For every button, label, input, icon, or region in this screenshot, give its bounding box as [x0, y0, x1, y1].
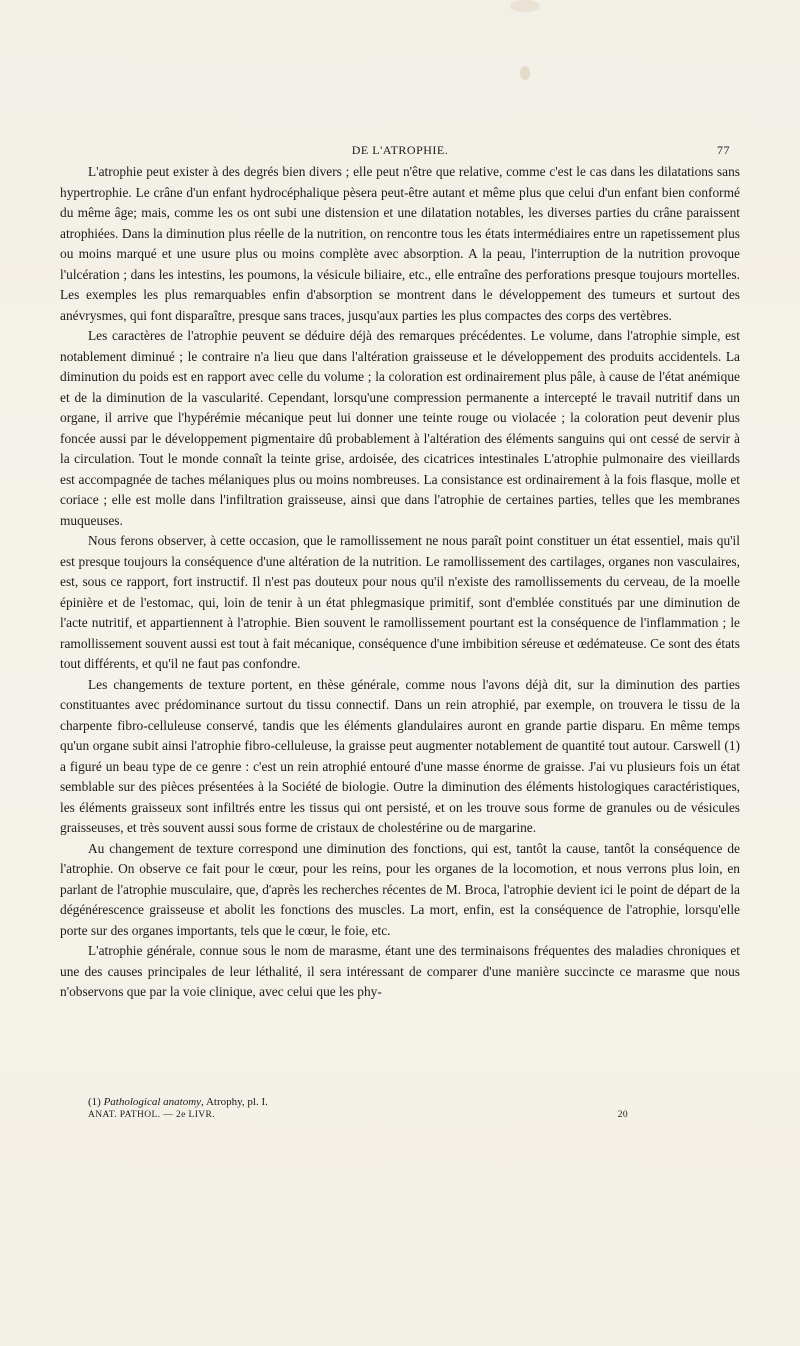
- sheet-number: 20: [617, 1110, 628, 1120]
- paragraph: L'atrophie générale, connue sous le nom de marasme, étant une des terminaisons fréquentes des maladies chroniques et une des causes principales de leur léthalité, il sera intéressant de comparer d'une manière succincte ce marasme que nous n'observons que par la voie clinique, avec celui que les phy-: [60, 943, 740, 999]
- page-number: 77: [717, 143, 730, 157]
- paper-stain: [520, 66, 530, 80]
- paper-stain: [510, 0, 540, 12]
- footnote: [88, 1095, 688, 1109]
- running-title: DE L'ATROPHIE.: [351, 143, 449, 157]
- paragraph: L'atrophie peut exister à des degrés bien divers ; elle peut n'être que relative, comme c'est le cas dans les dilatations sans hypertrophie. Le crâne d'un enfant hydrocéphalique pèsera peut-être autant et même plus que celui d'un enfant bien conformé du même âge; mais, comme les os ont subi une distension et une dilatation notables, les diverses parties du crâne paraissent atrophiées. Dans la diminution plus réelle de la nutrition, on rencontre tous les états intermédiaires entre un rapetissement plus ou moins marqué et une usure plus ou moins complète avec absorption. A la peau, l'interruption de la nutrition provoque l'ulcération ; dans les intestins, les poumons, la vésicule biliaire, etc., elle entraîne des perforations presque toujours mortelles. Les exemples les plus remarquables enfin d'absorption se montrent dans le développement des tumeurs et surtout des anévrysmes, qui font disparaître, presque sans traces, jusqu'aux parties les plus compactes des corps des vertèbres.: [60, 164, 740, 323]
- footnote-rest: , Atrophy, pl. I.: [201, 1096, 268, 1108]
- paragraph: Nous ferons observer, à cette occasion, que le ramollissement ne nous paraît point constituer un état essentiel, mais qu'il est presque toujours la conséquence d'une altération de la nutrition. Le ramollissement des cartilages, organes non vasculaires, est, sous ce rapport, fort instructif. Il n'est pas douteux pour nous qu'il n'existe des ramollissements du cerveau, de la moelle épinière et de l'estomac, qui, loin de tenir à un état phlegmasique primitif, sont d'emblée constitués par une diminution de l'acte nutritif, et appartiennent à l'atrophie. Bien souvent le ramollissement pourtant est la conséquence de l'inflammation ; le ramollissement souvent aussi est tout à fait mécanique, conséquence d'une imbibition séreuse et œdémateuse. Ce sont des états tout différents, et qu'il ne faut pas confondre.: [60, 533, 740, 671]
- footnote-mark: (1): [88, 1096, 101, 1108]
- footnote-title: Pathological anatomy: [103, 1096, 202, 1108]
- body-text: [60, 162, 740, 1003]
- running-header: [60, 143, 740, 163]
- signature-mark: ANAT. PATHOL. — 2e LIVR.: [88, 1110, 216, 1120]
- paragraph: Les changements de texture portent, en thèse générale, comme nous l'avons déjà dit, sur la diminution des parties constituantes avec prédominance surtout du tissu connectif. Dans un rein atrophié, par exemple, on trouvera le tissu de la charpente fibro-celluleuse conservé, tandis que les éléments glandulaires auront en grande partie disparu. En même temps qu'un organe subit ainsi l'atrophie fibro-celluleuse, la graisse peut augmenter notablement de quantité tout autour. Carswell (1) a figuré un beau type de ce genre : c'est un rein atrophié entouré d'une masse énorme de graisse. J'ai vu plusieurs fois un état semblable sur des pièces présentées à la Société de biologie. Outre la diminution des éléments histologiques caractéristiques, les éléments graisseux sont infiltrés entre les tissus qui ont persisté, et on les trouve sous forme de granules ou de vésicules graisseuses, et très souvent aussi sous forme de cristaux de cholestérine ou de margarine.: [60, 676, 740, 835]
- paragraph: Au changement de texture correspond une diminution des fonctions, qui est, tantôt la cause, tantôt la conséquence de l'atrophie. On observe ce fait pour le cœur, pour les reins, pour les organes de la locomotion, et nous verrons plus loin, en parlant de l'atrophie musculaire, que, d'après les recherches récentes de M. Broca, l'atrophie devient ici le point de départ de la dégénérescence graisseuse et abolit les fonctions des muscles. La mort, enfin, est la conséquence de l'atrophie, lorsqu'elle porte sur des organes importants, tels que le cœur, le foie, etc.: [60, 840, 740, 938]
- paragraph: Les caractères de l'atrophie peuvent se déduire déjà des remarques précédentes. Le volume, dans l'atrophie simple, est notablement diminué ; le contraire n'a lieu que dans l'altération graisseuse et le développement des produits accidentels. La diminution du poids est en rapport avec celle du volume ; la coloration est ordinairement plus pâle, à cause de l'état anémique et de la diminution de la vascularité. Cependant, lorsqu'une compression permanente a intercepté le travail nutritif dans un organe, il arrive que l'hypérémie mécanique peut lui donner une teinte rouge ou violacée ; la coloration peut devenir plus foncée aussi par le développement pigmentaire dû probablement à l'altération des éléments sanguins qui ont cessé de servir à la circulation. Tout le monde connaît la teinte grise, ardoisée, des cicatrices intestinales L'atrophie pulmonaire des vieillards est accompagnée de taches mélaniques plus ou moins nombreuses. La consistance est ordinairement à la fois flasque, molle et coriace ; elle est molle dans l'infiltration graisseuse, ainsi que dans l'atrophie de certaines parties, telles que les membranes muqueuses.: [60, 328, 740, 528]
